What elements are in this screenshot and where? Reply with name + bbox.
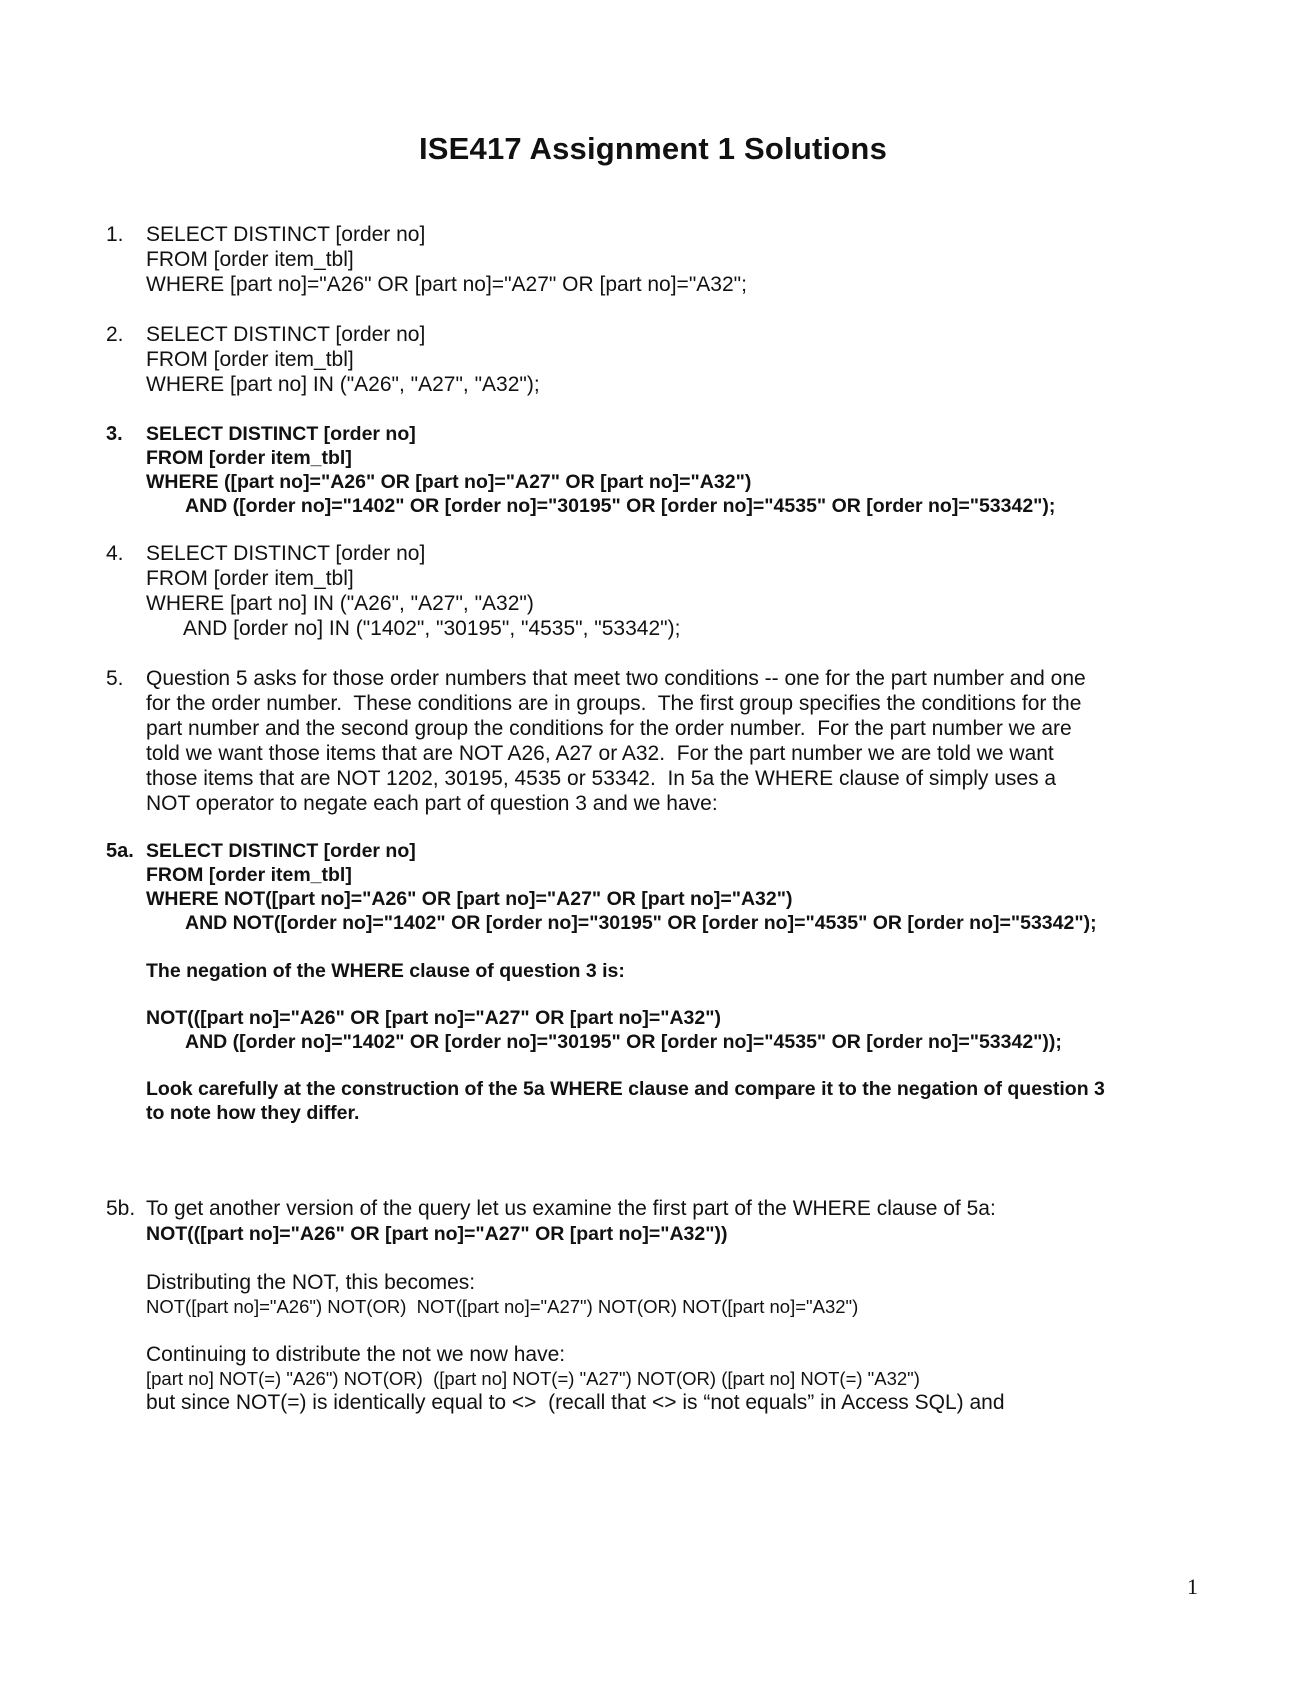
q5b-distribute-intro: Distributing the NOT, this becomes: <box>146 1271 476 1294</box>
q4-line-1: SELECT DISTINCT [order no] <box>146 542 426 565</box>
question-number-3: 3. <box>106 423 123 445</box>
q5-line-5: those items that are NOT 1202, 30195, 4535 or 53342. In 5a the WHERE clause of simply uses a <box>146 767 1057 790</box>
q3-line-1: SELECT DISTINCT [order no] <box>146 423 416 445</box>
q5-line-3: part number and the second group the conditions for the order number. For the part number we are <box>146 717 1072 740</box>
question-number-5: 5. <box>106 667 124 690</box>
q5b-last-line: but since NOT(=) is identically equal to <> (recall that <> is “not equals” in Access SQL) and <box>146 1391 1005 1414</box>
q5a-sql-line-3: WHERE NOT([part no]="A26" OR [part no]="A27" OR [part no]="A32") <box>146 888 793 910</box>
q5a-sql-line-1: SELECT DISTINCT [order no] <box>146 840 416 862</box>
q5-line-2: for the order number. These conditions are in groups. The first group specifies the conditions for the <box>146 692 1082 715</box>
q3-line-4: AND ([order no]="1402" OR [order no]="30195" OR [order no]="4535" OR [order no]="53342"); <box>185 495 1056 517</box>
q2-line-2: FROM [order item_tbl] <box>146 348 354 371</box>
q5b-continue-intro: Continuing to distribute the not we now have: <box>146 1343 566 1366</box>
question-number-4: 4. <box>106 542 124 565</box>
q5b-expr: NOT(([part no]="A26" OR [part no]="A27" OR [part no]="A32")) <box>146 1223 728 1245</box>
q4-line-4: AND [order no] IN ("1402", "30195", "4535", "53342"); <box>183 617 681 640</box>
q4-line-3: WHERE [part no] IN ("A26", "A27", "A32") <box>146 592 534 615</box>
q5-line-6: NOT operator to negate each part of question 3 and we have: <box>146 792 718 815</box>
q5a-negation-line-2: AND ([order no]="1402" OR [order no]="30195" OR [order no]="4535" OR [order no]="53342")); <box>185 1031 1062 1053</box>
q5b-distribute-expr: NOT([part no]="A26") NOT(OR) NOT([part no]="A27") NOT(OR) NOT([part no]="A32") <box>146 1296 859 1317</box>
q5a-note-line-1: Look carefully at the construction of the 5a WHERE clause and compare it to the negation of question 3 <box>146 1078 1105 1100</box>
q1-line-3: WHERE [part no]="A26" OR [part no]="A27" OR [part no]="A32"; <box>146 273 747 296</box>
q5a-sql-line-2: FROM [order item_tbl] <box>146 864 352 886</box>
question-number-5a: 5a. <box>106 840 134 862</box>
q5a-negation-line-1: NOT(([part no]="A26" OR [part no]="A27" OR [part no]="A32") <box>146 1007 721 1029</box>
page-title: ISE417 Assignment 1 Solutions <box>418 131 888 166</box>
page-number: 1 <box>1187 1574 1198 1599</box>
q1-line-2: FROM [order item_tbl] <box>146 248 354 271</box>
question-number-1: 1. <box>106 223 124 246</box>
q5a-negation-intro: The negation of the WHERE clause of question 3 is: <box>146 960 625 982</box>
q5b-intro: To get another version of the query let us examine the first part of the WHERE clause of 5a: <box>146 1197 996 1220</box>
q3-line-3: WHERE ([part no]="A26" OR [part no]="A27" OR [part no]="A32") <box>146 471 752 493</box>
q2-line-1: SELECT DISTINCT [order no] <box>146 323 426 346</box>
q5a-sql-line-4: AND NOT([order no]="1402" OR [order no]="30195" OR [order no]="4535" OR [order no]="53342"); <box>185 912 1097 934</box>
q5a-note-line-2: to note how they differ. <box>146 1102 360 1124</box>
q1-line-1: SELECT DISTINCT [order no] <box>146 223 426 246</box>
q5b-continue-expr: [part no] NOT(=) "A26") NOT(OR) ([part no] NOT(=) "A27") NOT(OR) ([part no] NOT(=) "A32") <box>146 1368 920 1389</box>
q3-line-2: FROM [order item_tbl] <box>146 447 352 469</box>
q4-line-2: FROM [order item_tbl] <box>146 567 354 590</box>
question-number-5b: 5b. <box>106 1197 136 1220</box>
q5-line-1: Question 5 asks for those order numbers that meet two conditions -- one for the part number and one <box>146 667 1086 690</box>
q2-line-3: WHERE [part no] IN ("A26", "A27", "A32"); <box>146 373 540 396</box>
q5-line-4: told we want those items that are NOT A26, A27 or A32. For the part number we are told we want <box>146 742 1054 765</box>
question-number-2: 2. <box>106 323 124 346</box>
